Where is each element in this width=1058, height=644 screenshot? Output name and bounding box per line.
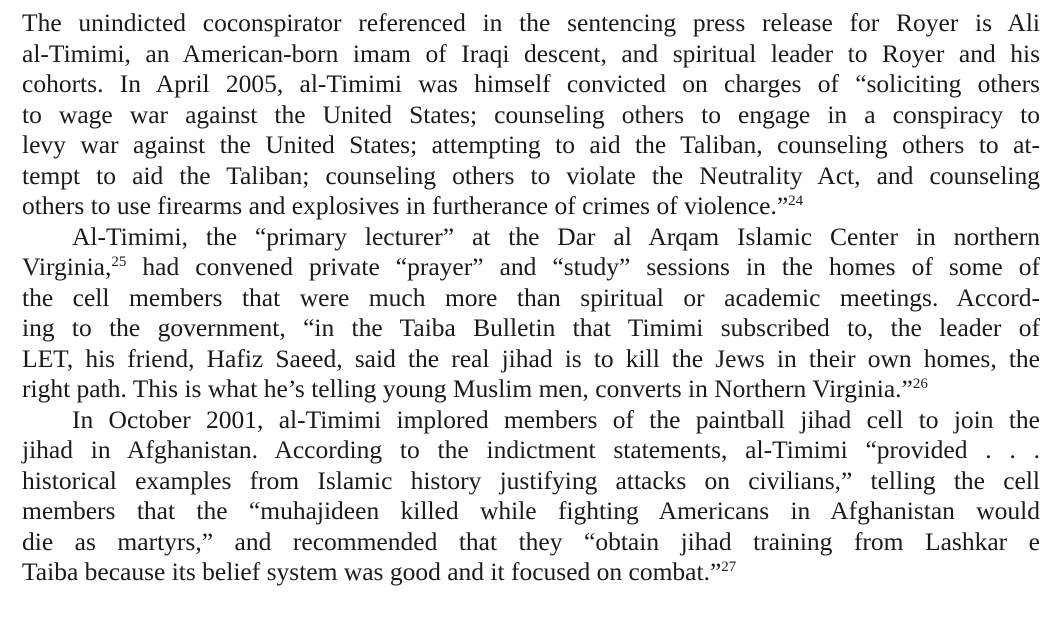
text-line: tempt to aid the Taliban; counseling others to violate the Neutrality Act, and counseling — [22, 160, 1040, 190]
text-line: al-Timimi, an American-born imam of Iraqi descent, and spiritual leader to Royer and his — [22, 38, 1040, 68]
line-text: right path. This is what he’s telling young Muslim men, converts in Northern Virginia.” — [22, 374, 913, 403]
footnote-marker: 24 — [788, 193, 804, 209]
text-line — [22, 252, 1040, 283]
line-text: others to use firearms and explosives in furtherance of crimes of violence.” — [22, 191, 789, 220]
text-line: cohorts. In April 2005, al-Timimi was himself convicted on charges of “soliciting others — [22, 69, 1040, 98]
text-line: The unindicted coconspirator referenced in the sentencing press release for Royer is Ali — [22, 8, 1040, 37]
text-line: ing to the government, “in the Taiba Bulletin that Timimi subscribed to, the leader of — [22, 313, 1040, 342]
text-line: the cell members that were much more than spiritual or academic meetings. Accord- — [22, 282, 1040, 312]
text-line: die as martyrs,” and recommended that they “obtain jihad training from Lashkar e — [22, 526, 1040, 556]
text-line: historical examples from Islamic history justifying attacks on civilians,” telling the cell — [22, 465, 1040, 495]
text-line: LET, his friend, Hafiz Saeed, said the real jihad is to kill the Jews in their own homes, the — [22, 343, 1040, 373]
text-line — [22, 557, 1040, 588]
line-text: had convened private “prayer” and “study” sessions in the homes of some of — [126, 252, 1040, 281]
text-line: members that the “muhajideen killed while fighting Americans in Afghanistan would — [22, 496, 1040, 525]
footnote-marker: 26 — [912, 376, 928, 392]
text-line — [22, 374, 1040, 405]
document-page — [22, 8, 1040, 588]
text-line: Al-Timimi, the “primary lecturer” at the Dar al Arqam Islamic Center in northern — [72, 221, 1040, 251]
paragraph-1 — [22, 8, 1040, 222]
paragraph-2 — [22, 222, 1040, 405]
paragraph-3 — [22, 405, 1040, 588]
text-line: In October 2001, al-Timimi implored members of the paintball jihad cell to join the — [72, 404, 1040, 434]
text-line: jihad in Afghanistan. According to the indictment statements, al-Timimi “provided . . . — [22, 435, 1040, 464]
footnote-marker: 25 — [111, 254, 127, 270]
footnote-marker: 27 — [721, 559, 737, 575]
text-line: to wage war against the United States; counseling others to engage in a conspiracy to — [22, 99, 1040, 129]
line-text: Virginia, — [22, 252, 112, 281]
text-line: levy war against the United States; attempting to aid the Taliban, counseling others to at- — [22, 130, 1040, 159]
line-text: Taiba because its belief system was good and it focused on combat.” — [22, 557, 722, 586]
text-line — [22, 191, 1040, 222]
